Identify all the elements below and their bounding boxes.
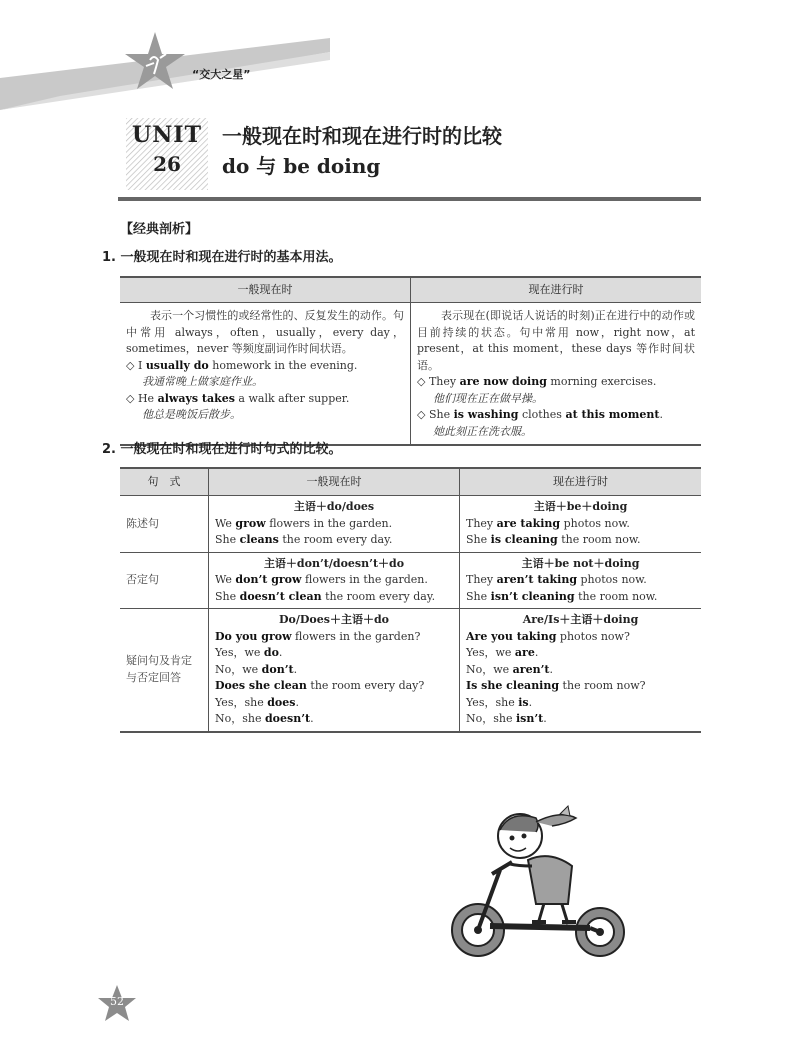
unit-number: 26 — [153, 152, 181, 176]
formula: 主语＋do/does — [293, 500, 375, 513]
example-line: They aren’t taking photos now. — [466, 573, 647, 586]
formula: 主语＋be not＋doing — [521, 556, 640, 570]
example-line: ◇ I usually do homework in the evening. — [126, 358, 358, 372]
usage-table — [120, 276, 701, 446]
translation-line: 他总是晚饭后散步。 — [142, 408, 241, 421]
present-continuous-cell — [460, 552, 702, 609]
example-line: ◇ She is washing clothes at this moment. — [417, 408, 663, 421]
simple-present-desc: 表示一个习惯性的或经常性的、反复发生的动作。句中常用 always，often，usually，every day，sometimes，never 等频度副词作时间状语。 — [126, 309, 404, 355]
example-line: We grow flowers in the garden. — [215, 516, 393, 530]
answer-line: No，we don’t. — [215, 662, 298, 676]
formula: 主语＋be＋doing — [533, 500, 628, 513]
answer-line: No，she doesn’t. — [215, 712, 314, 725]
title-chinese: 一般现在时和现在进行时的比较 — [222, 124, 502, 148]
example-line: She cleans the room every day. — [215, 533, 393, 546]
example-line: We don’t grow flowers in the garden. — [215, 573, 428, 586]
table-row — [120, 552, 701, 609]
example-line: She doesn’t clean the room every day. — [215, 589, 436, 603]
diamond-icon: ◇ — [417, 408, 429, 421]
col-header-present-continuous: 现在进行时 — [411, 277, 702, 303]
question-2-title: 2. 一般现在时和现在进行时句式的比较。 — [102, 442, 342, 457]
sentence-pattern-table — [120, 467, 701, 733]
simple-present-cell — [209, 496, 460, 553]
row-label: 否定句 — [120, 552, 209, 609]
answer-line: Yes，we do. — [215, 646, 283, 659]
girl-on-scooter-illustration — [440, 800, 630, 970]
simple-present-cell — [209, 609, 460, 732]
example-line: She is cleaning the room now. — [466, 533, 641, 546]
section-tag: 【经典剖析】 — [120, 222, 199, 237]
example-line: ◇ He always takes a walk after supper. — [126, 391, 350, 405]
header-divider — [118, 197, 701, 201]
present-continuous-desc: 表示现在(即说话人说话的时刻)正在进行中的动作或目前持续的状态。句中常用 now，right now，at present，at this moment，these days 等作时间状语。 — [417, 309, 695, 372]
brand-label: “交大之星” — [192, 68, 251, 81]
col-header-present-continuous: 现在进行时 — [460, 468, 702, 496]
unit-word: UNIT — [132, 122, 202, 148]
simple-present-cell — [120, 303, 411, 446]
present-continuous-cell — [460, 496, 702, 553]
col-header-simple-present: 一般现在时 — [120, 277, 411, 303]
question-1-title: 1. 一般现在时和现在进行时的基本用法。 — [102, 250, 342, 265]
translation-line: 我通常晚上做家庭作业。 — [142, 375, 263, 388]
page-number: 52 — [110, 995, 124, 1008]
question-line: Are you taking photos now? — [466, 629, 630, 643]
example-line: ◇ They are now doing morning exercises. — [417, 375, 657, 388]
answer-line: Yes，she is. — [466, 695, 533, 709]
example-line: She isn’t cleaning the room now. — [466, 589, 658, 603]
formula: Do/Does＋主语＋do — [279, 613, 389, 626]
question-line: Does she clean the room every day? — [215, 679, 425, 692]
diamond-icon: ◇ — [417, 375, 429, 388]
unit-badge — [126, 118, 208, 190]
answer-line: No，she isn’t. — [466, 712, 547, 725]
col-header-pattern: 句 式 — [120, 468, 209, 496]
title-english: do 与 be doing — [222, 154, 381, 178]
row-label: 疑问句及肯定与否定回答 — [120, 609, 209, 732]
simple-present-cell — [209, 552, 460, 609]
table-row — [120, 609, 701, 732]
translation-line: 她此刻正在洗衣服。 — [433, 424, 532, 438]
question-line: Is she cleaning the room now? — [466, 679, 646, 692]
formula: 主语＋don’t/doesn’t＋do — [263, 556, 405, 570]
translation-line: 他们现在正在做早操。 — [433, 391, 543, 405]
header-banner — [0, 0, 800, 130]
present-continuous-cell — [411, 303, 702, 446]
answer-line: No，we aren’t. — [466, 662, 554, 676]
diamond-icon: ◇ — [126, 391, 138, 405]
formula: Are/Is＋主语＋doing — [522, 613, 639, 626]
example-line: They are taking photos now. — [466, 516, 630, 530]
row-label: 陈述句 — [120, 496, 209, 553]
answer-line: Yes，she does. — [215, 695, 299, 709]
table-row — [120, 496, 701, 553]
answer-line: Yes，we are. — [466, 646, 539, 659]
col-header-simple-present: 一般现在时 — [209, 468, 460, 496]
question-line: Do you grow flowers in the garden? — [215, 629, 421, 643]
diamond-icon: ◇ — [126, 358, 138, 372]
present-continuous-cell — [460, 609, 702, 732]
